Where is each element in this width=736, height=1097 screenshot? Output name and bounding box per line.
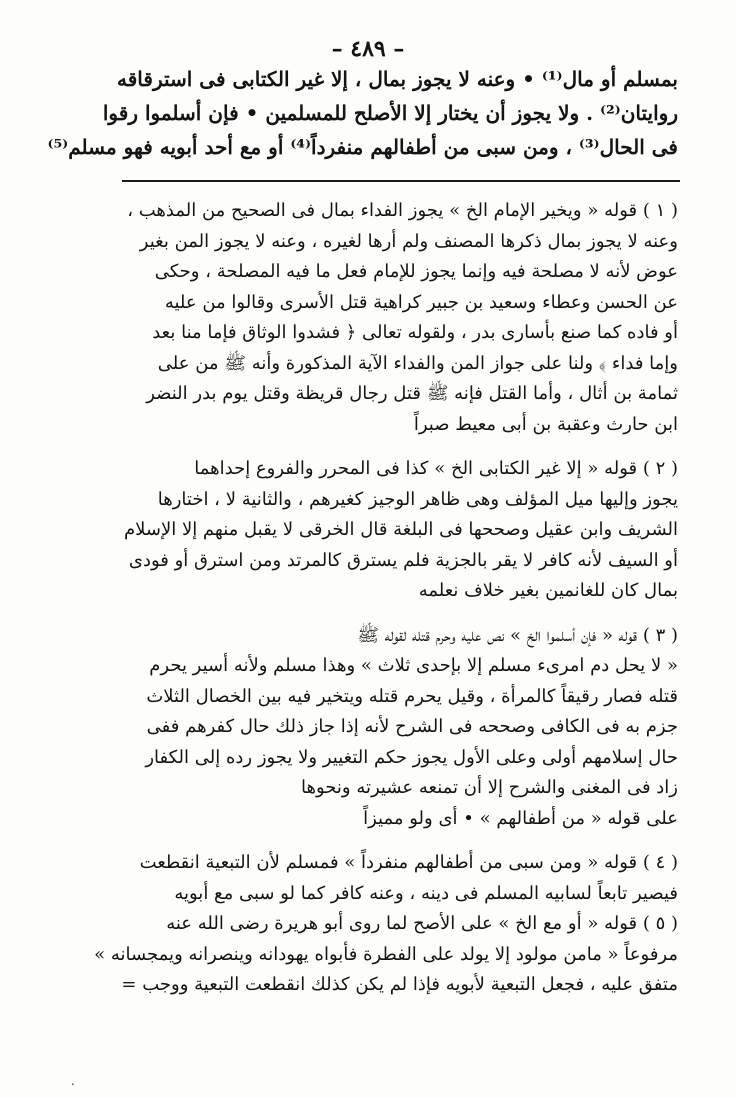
footnote-line: ( ٣ ) قوله « فإن أسلموا الخ » نص عليه وحرم قتله لقوله ﷺ	[357, 624, 678, 646]
footnote-line: مرفوعاً « مامن مولود إلا يولد على الفطرة فأبواه يهودانه وينصرانه ويمجسانه »	[94, 943, 678, 965]
main-text	[47, 62, 678, 164]
footnote-line: ابن حارث وعقبة بن أبى معيط صبراً	[413, 413, 678, 435]
main-text-line: فى الحال⁽³⁾ ، ومن سبى من أطفالهم منفرداً⁽⁴⁾ أو مع أحد أبويه فهو مسلم⁽⁵⁾	[47, 135, 678, 159]
footnote-line: متفق عليه ، فجعل التبعية لأبويه فإذا لم يكن كذلك انقطعت التبعية ووجب =	[121, 974, 678, 995]
footnote-2	[68, 454, 678, 607]
footnote-line: ( ٢ ) قوله « إلا غير الكتابى الخ » كذا فى المحرر والفروع إحداهما	[194, 458, 678, 479]
footnote-line: يجوز وإليها ميل المؤلف وهى ظاهر الوجيز كغيرهم ، والثانية لا ، اختارها	[157, 488, 678, 510]
footnote-line: فيصير تابعاً لسابيه المسلم فى دينه ، وعنه كافر كما لو سبى مع أبويه	[174, 882, 678, 904]
footnote-1	[68, 196, 678, 440]
footnote-line: قتله فصار رقيقاً كالمرأة ، وقيل يحرم قتله ويتخير فيه بين الخصال الثلاث	[146, 685, 678, 707]
footnote-line: أو فاده كما صنع بأسارى بدر ، ولقوله تعالى ﴿ فشدوا الوثاق فإما منا بعد	[152, 322, 678, 343]
main-text-line: بمسلم أو مال⁽¹⁾ • وعنه لا يجوز بمال ، إلا غير الكتابى فى استرقاقه	[117, 67, 678, 91]
footnote-line: أو السيف لأنه كافر لا يقر بالجزية فلم يسترق كالمرتد ومن استرق أو فودى	[128, 549, 678, 571]
footnote-line: حال إسلامهم أولى وعلى الأول يجوز حكم التغيير ولا يجوز رده إلى الكفار	[145, 746, 678, 768]
footnote-separator	[122, 180, 680, 182]
footnote-line: عوض لأنه لا مصلحة فيه وإنما يجوز للإمام فعل ما فيه المصلحة ، وحكى	[154, 261, 678, 282]
footnote-line: زاد فى المغنى والشرح إلا أن تمنعه عشيرته ونحوها	[301, 777, 678, 798]
footnote-line: وعنه لا يجوز بمال ذكرها المصنف ولم أرها لغيره ، وعنه لا يجوز المن بغير	[139, 230, 678, 252]
footnote-3	[68, 621, 678, 835]
footnote-line: بمال كان للغانمين بغير خلاف نعلمه	[418, 580, 678, 601]
footnote-line: ( ٤ ) قوله « ومن سبى من أطفالهم منفرداً » فمسلم لأن التبعية انقطعت	[139, 852, 678, 873]
footnote-line: وإما فداء ﴾ ولنا على جواز المن والفداء الآية المذكورة وأنه ﷺ من على	[157, 352, 678, 374]
page-number: – ٤٨٩ –	[331, 36, 405, 62]
footnote-line: ( ١ ) قوله « ويخير الإمام الخ » يجوز الفداء بمال فى الصحيح من المذهب ،	[127, 200, 678, 221]
footnote-line: جزم به فى الكافى وصححه فى الشرح لأنه إذا جاز ذلك حال كفرهم ففى	[146, 716, 678, 737]
footnote-line: « لا يحل دم امرىء مسلم إلا بإحدى ثلاث » وهذا مسلم ولأنه أسير يحرم	[149, 655, 678, 676]
footnotes	[68, 196, 678, 1001]
main-text-line: روايتان⁽²⁾ . ولا يجوز أن يختار إلا الأصلح للمسلمين • فإن أسلموا رقوا	[102, 101, 678, 125]
footnote-5	[68, 909, 678, 1001]
footnote-line: على قوله « من أطفالهم » • أى ولو مميزاً	[363, 807, 678, 829]
footnote-line: ( ٥ ) قوله « أو مع الخ » على الأصح لما روى أبو هريرة رضى الله عنه	[166, 913, 678, 934]
scan-speck: ˛	[70, 1072, 76, 1086]
footnote-line: ثمامة بن أثال ، وأما القتل فإنه ﷺ قتل رجال قريظة وقتل يوم بدر النضر	[146, 383, 678, 404]
footnote-4	[68, 848, 678, 909]
footnote-line: الشريف وابن عقيل وصححها فى البلغة قال الخرقى لا يقبل منهم إلا الإسلام	[123, 519, 678, 540]
footnote-line: عن الحسن وعطاء وسعيد بن جبير كراهية قتل الأسرى وقالوا من عليه	[164, 291, 678, 313]
